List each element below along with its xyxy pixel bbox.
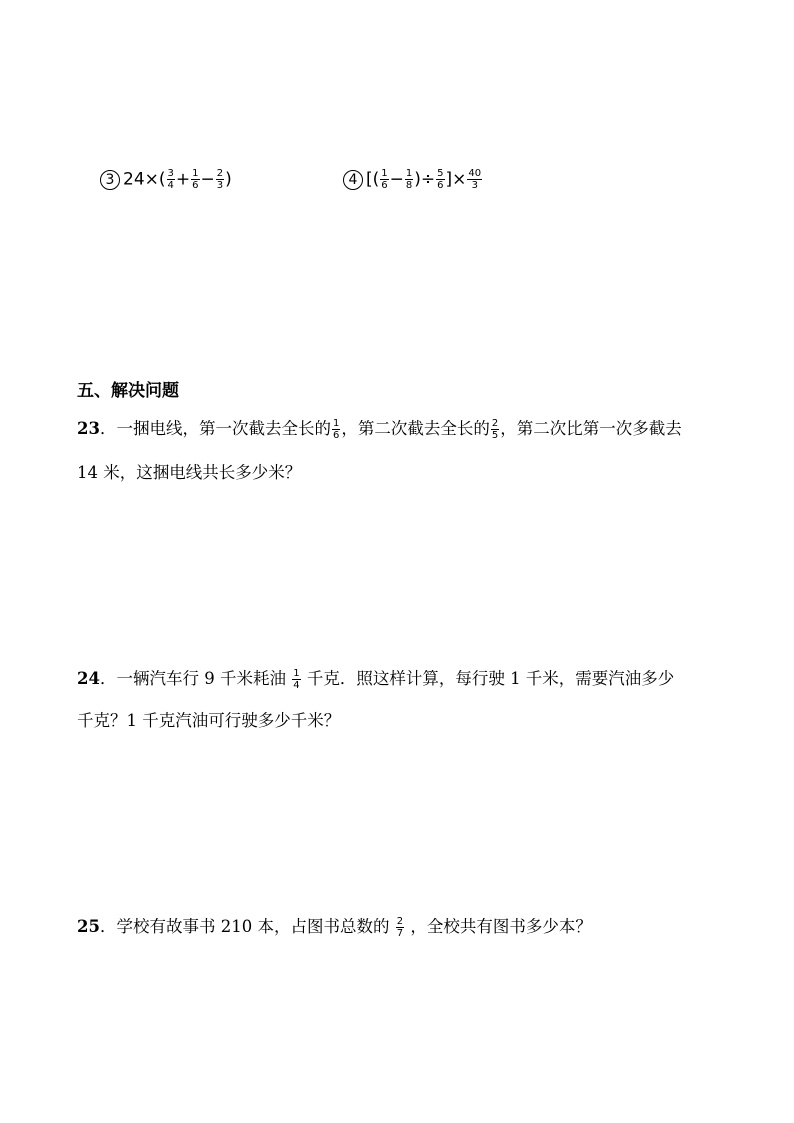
circled-number-4: 4 <box>343 170 363 190</box>
expr4-fraction-2: $\frac{1}{8}$ <box>405 168 413 191</box>
expr4-op3: ]× <box>445 169 467 190</box>
expr3-op2: − <box>200 169 215 190</box>
expr4-fraction-1: $\frac{1}{6}$ <box>381 168 388 191</box>
question-24-line-1: 24．一辆汽车行 9 千米耗油 $\frac{1}{4}$ 千克．照这样计算，每行驶 1 千米，需要汽油多少 <box>77 668 675 691</box>
expr4-fraction-3: $\frac{5}{6}$ <box>437 168 444 191</box>
expr3-op1: + <box>175 169 191 190</box>
q25-fraction-1: $\frac{2}{7}$ <box>396 916 404 939</box>
q24-fraction-1: $\frac{1}{4}$ <box>293 668 300 691</box>
expression-4 <box>343 168 483 191</box>
question-25-number: 25 <box>77 917 100 936</box>
question-24-line-2: 千克？1 千克汽油可行驶多少千米？ <box>77 711 341 730</box>
question-23-line-2: 14 米，这捆电线共长多少米？ <box>77 463 302 482</box>
expr4-op1: − <box>389 169 404 190</box>
q23-fraction-2: $\frac{2}{5}$ <box>491 418 499 441</box>
expression-3 <box>100 168 232 191</box>
expr3-fraction-2: $\frac{1}{6}$ <box>192 168 199 191</box>
expr3-lead: 24×( <box>123 169 166 190</box>
circled-number-3: 3 <box>100 170 120 190</box>
q23-fraction-1: $\frac{1}{6}$ <box>332 418 340 441</box>
expr3-close: ) <box>225 169 232 190</box>
expr4-lead: [( <box>366 169 380 190</box>
question-23-number: 23 <box>77 419 100 438</box>
expr3-fraction-1: $\frac{3}{4}$ <box>167 168 174 191</box>
expr3-fraction-3: $\frac{2}{3}$ <box>216 168 224 191</box>
expr4-op2: )÷ <box>414 169 436 190</box>
question-24-number: 24 <box>77 669 100 688</box>
question-25-line-1: 25．学校有故事书 210 本，占图书总数的 $\frac{2}{7}$ ，全校共有图书多少本？ <box>77 916 592 939</box>
expr4-fraction-4: $\frac{40}{3}$ <box>468 168 482 191</box>
section-heading: 五、解决问题 <box>77 381 179 401</box>
question-23-line-1: 23．一捆电线，第一次截去全长的 $\frac{1}{6}$ ，第二次截去全长的 $\frac{2}{5}$ ，第二次比第一次多截去 <box>77 418 682 441</box>
